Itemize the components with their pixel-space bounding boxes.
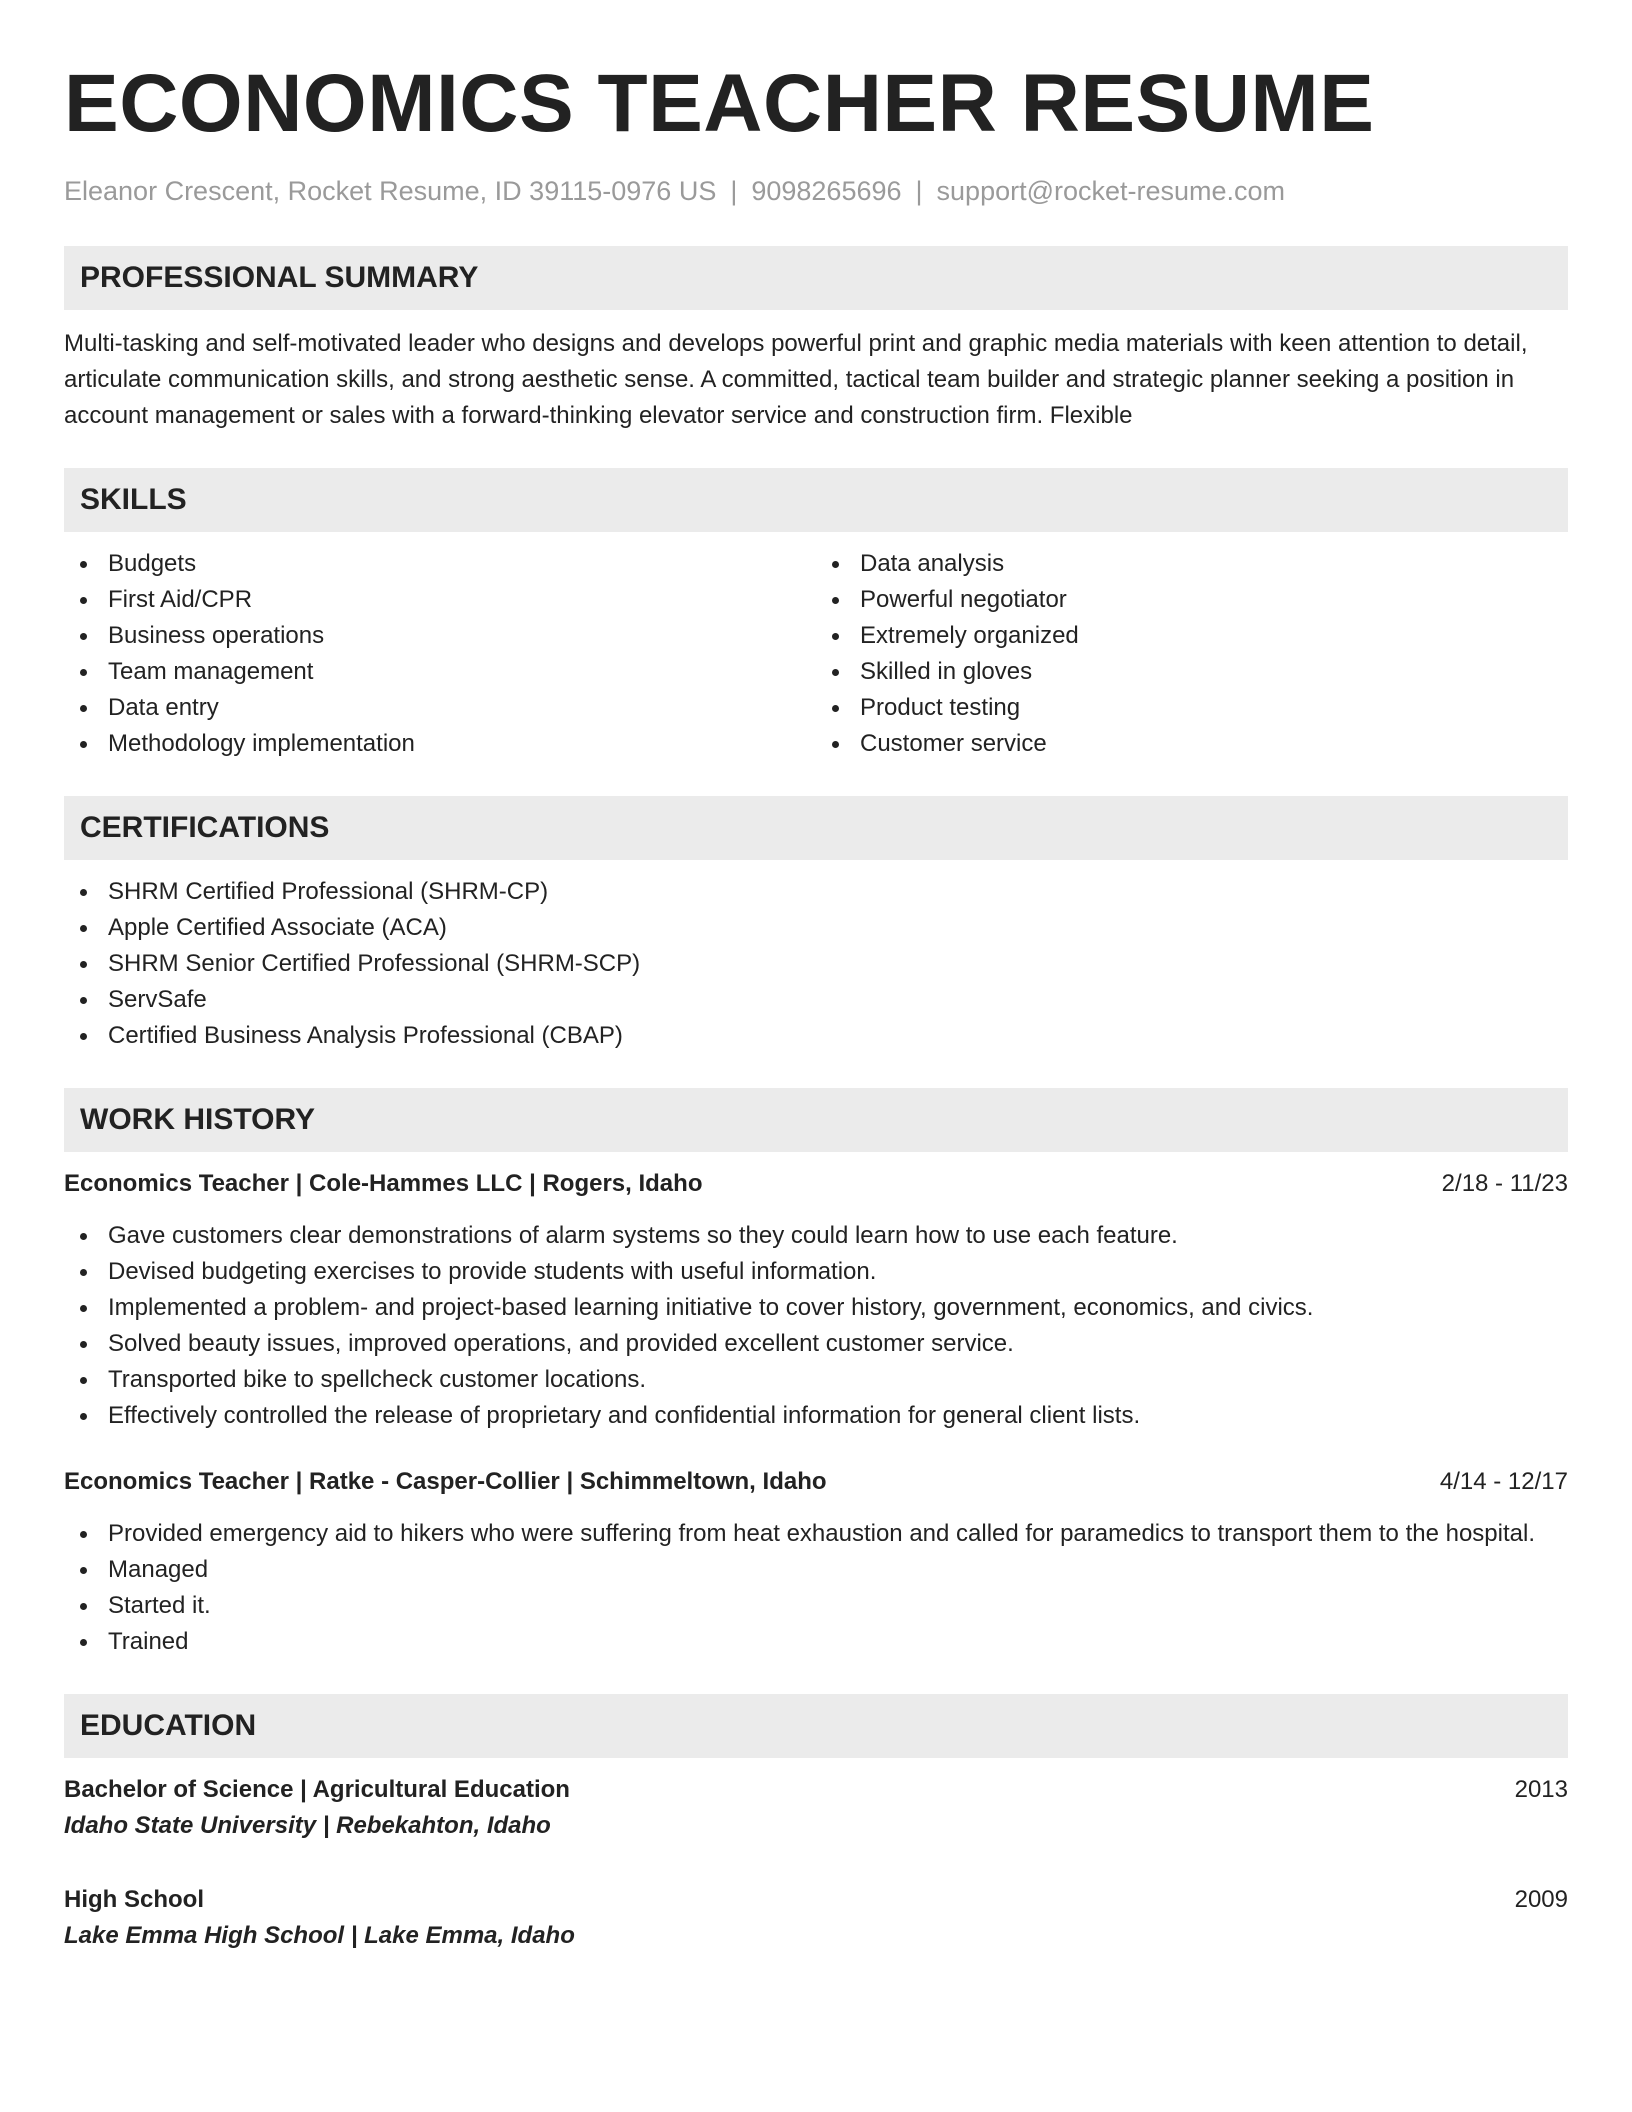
job-title: Economics Teacher | Cole-Hammes LLC | Rogers, Idaho <box>64 1170 703 1197</box>
education-header <box>64 1772 1568 1808</box>
certification-item: Apple Certified Associate (ACA) <box>64 910 1568 946</box>
certifications-section <box>64 796 1568 1054</box>
skill-item: Data entry <box>64 690 816 726</box>
summary-text: Multi-tasking and self-motivated leader who designs and develops powerful print and graphic media materials with keen attention to detail, articulate communication skills, and strong aesthetic sense. A committed, tactical team builder and strategic planner seeking a position in account management or sales with a forward-thinking elevator service and construction firm. Flexible <box>64 330 1528 429</box>
job-bullets <box>64 1218 1568 1434</box>
job-bullet: Effectively controlled the release of proprietary and confidential information for general client lists. <box>64 1398 1568 1434</box>
job-bullet: Managed <box>64 1552 1568 1588</box>
section-heading-education: EDUCATION <box>64 1694 1568 1758</box>
contact-phone: 9098265696 <box>751 176 902 206</box>
education-year: 2009 <box>1514 1886 1568 1913</box>
job-bullet: Provided emergency aid to hikers who were suffering from heat exhaustion and called for paramedics to transport them to the hospital. <box>64 1516 1568 1552</box>
section-heading-certifications: CERTIFICATIONS <box>64 796 1568 860</box>
job-bullet: Transported bike to spellcheck customer locations. <box>64 1362 1568 1398</box>
skill-item: Skilled in gloves <box>816 654 1568 690</box>
section-heading-work-history: WORK HISTORY <box>64 1088 1568 1152</box>
skills-grid <box>64 546 1568 762</box>
contact-line <box>64 174 1568 208</box>
skills-column-left <box>64 546 816 762</box>
job-title: Economics Teacher | Ratke - Casper-Collier | Schimmeltown, Idaho <box>64 1468 827 1495</box>
skill-item: Team management <box>64 654 816 690</box>
skill-item: First Aid/CPR <box>64 582 816 618</box>
education-year: 2013 <box>1514 1776 1568 1803</box>
job-dates: 4/14 - 12/17 <box>1439 1468 1568 1495</box>
skill-item: Methodology implementation <box>64 726 816 762</box>
skill-item: Product testing <box>816 690 1568 726</box>
summary-section <box>64 246 1568 434</box>
skill-item: Budgets <box>64 546 816 582</box>
job-dates: 2/18 - 11/23 <box>1441 1170 1568 1197</box>
job-bullets <box>64 1516 1568 1660</box>
job-bullet: Trained <box>64 1624 1568 1660</box>
contact-address: Eleanor Crescent, Rocket Resume, ID 39115-0976 US <box>64 176 717 206</box>
resume-title: ECONOMICS TEACHER RESUME <box>64 58 1375 149</box>
job-entry <box>64 1464 1568 1660</box>
contact-separator: | <box>730 176 738 206</box>
certification-item: SHRM Certified Professional (SHRM-CP) <box>64 874 1568 910</box>
contact-email: support@rocket-resume.com <box>936 176 1286 206</box>
skill-item: Powerful negotiator <box>816 582 1568 618</box>
education-section <box>64 1694 1568 1954</box>
certification-item: Certified Business Analysis Professional (CBAP) <box>64 1018 1568 1054</box>
job-entry <box>64 1166 1568 1434</box>
education-header <box>64 1882 1568 1918</box>
skill-item: Business operations <box>64 618 816 654</box>
education-entry <box>64 1772 1568 1844</box>
certification-item: SHRM Senior Certified Professional (SHRM-SCP) <box>64 946 1568 982</box>
skills-column-right <box>816 546 1568 762</box>
education-degree: Bachelor of Science | Agricultural Education <box>64 1776 570 1803</box>
section-heading-summary: PROFESSIONAL SUMMARY <box>64 246 1568 310</box>
contact-separator: | <box>915 176 923 206</box>
skill-item: Customer service <box>816 726 1568 762</box>
certification-item: ServSafe <box>64 982 1568 1018</box>
skill-item: Data analysis <box>816 546 1568 582</box>
job-header <box>64 1464 1568 1500</box>
job-bullet: Started it. <box>64 1588 1568 1624</box>
education-entry <box>64 1882 1568 1954</box>
job-bullet: Devised budgeting exercises to provide students with useful information. <box>64 1254 1568 1290</box>
job-bullet: Solved beauty issues, improved operations, and provided excellent customer service. <box>64 1326 1568 1362</box>
section-heading-skills: SKILLS <box>64 468 1568 532</box>
job-bullet: Implemented a problem- and project-based learning initiative to cover history, government, economics, and civics. <box>64 1290 1568 1326</box>
job-bullet: Gave customers clear demonstrations of alarm systems so they could learn how to use each feature. <box>64 1218 1568 1254</box>
education-school: Lake Emma High School | Lake Emma, Idaho <box>64 1922 575 1949</box>
job-header <box>64 1166 1568 1202</box>
certifications-list <box>64 874 1568 1054</box>
work-history-section <box>64 1088 1568 1660</box>
skills-section <box>64 468 1568 762</box>
education-degree: High School <box>64 1886 204 1913</box>
education-school: Idaho State University | Rebekahton, Idaho <box>64 1812 551 1839</box>
skill-item: Extremely organized <box>816 618 1568 654</box>
